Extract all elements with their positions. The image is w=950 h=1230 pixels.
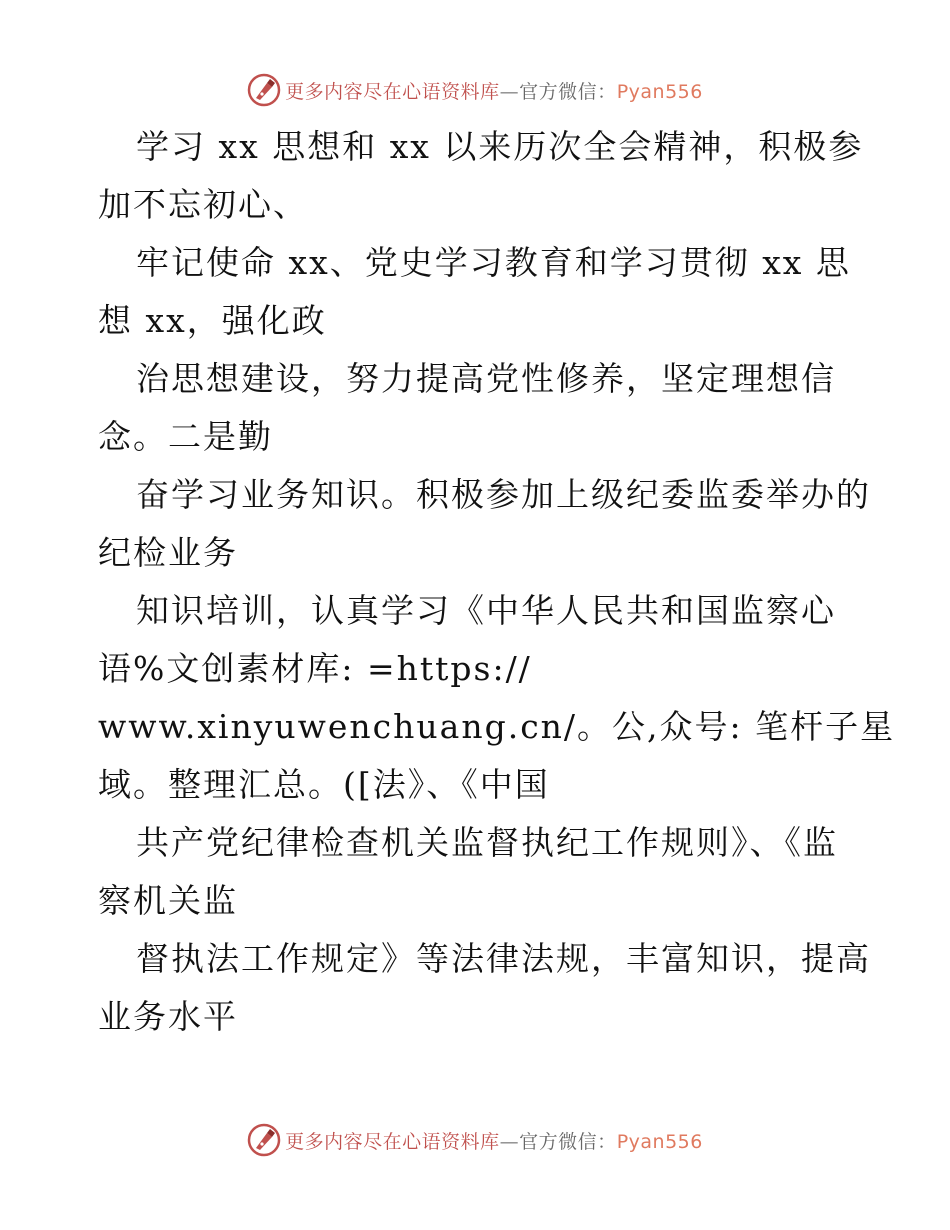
body-line: 域。整理汇总。([法》、《中国 <box>98 765 550 804</box>
body-line: 念。二是勤 <box>98 417 273 456</box>
header-banner <box>0 70 950 110</box>
banner-dash: — <box>499 1130 520 1153</box>
footer-banner <box>0 1120 950 1160</box>
document-body <box>98 118 896 1046</box>
banner-text <box>285 1127 703 1154</box>
banner-main-text: 更多内容尽在心语资料库 <box>285 1130 500 1153</box>
body-line: 加不忘初心、 <box>98 185 308 224</box>
body-line: 知识培训，认真学习《中华人民共和国监察心 <box>136 591 836 630</box>
banner-text <box>285 77 703 104</box>
banner-wechat-id: Pyan556 <box>616 1130 703 1153</box>
body-line: www.xinyuwenchuang.cn/。公,众号: 笔杆子星 <box>98 707 896 746</box>
body-line: 共产党纪律检查机关监督执纪工作规则》、《监 <box>136 823 838 862</box>
banner-wechat-id: Pyan556 <box>616 80 703 103</box>
body-line: 察机关监 <box>98 881 238 920</box>
body-line: 纪检业务 <box>98 533 238 572</box>
body-line: 督执法工作规定》等法律法规，丰富知识，提高 <box>136 939 871 978</box>
body-line: 牢记使命 xx、党史学习教育和学习贯彻 xx 思 <box>136 243 851 282</box>
body-line: 治思想建设，努力提高党性修养，坚定理想信 <box>136 359 836 398</box>
body-line: 想 xx，强化政 <box>98 301 327 340</box>
pen-nib-logo-icon <box>247 1123 281 1157</box>
body-line: 业务水平 <box>98 997 238 1036</box>
body-line: 奋学习业务知识。积极参加上级纪委监委举办的 <box>136 475 871 514</box>
pen-nib-logo-icon <box>247 73 281 107</box>
banner-wechat-label: 官方微信： <box>519 80 617 103</box>
banner-main-text: 更多内容尽在心语资料库 <box>285 80 500 103</box>
body-line: 语%文创素材库: =https:// <box>98 649 532 688</box>
banner-wechat-label: 官方微信： <box>519 1130 617 1153</box>
body-line: 学习 xx 思想和 xx 以来历次全会精神，积极参 <box>136 127 864 166</box>
banner-dash: — <box>499 80 520 103</box>
